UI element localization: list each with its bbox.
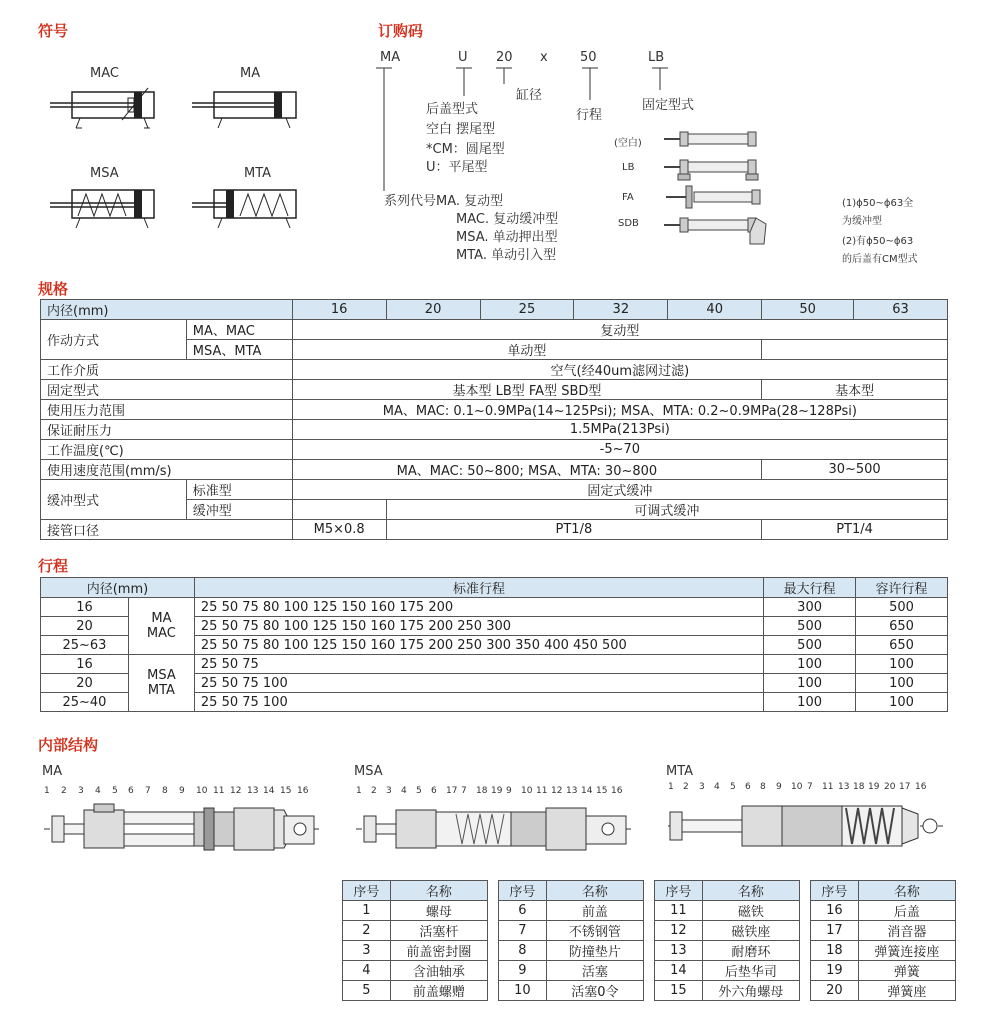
symbols-title: 符号 <box>38 22 69 40</box>
part-no: 11 <box>655 901 703 921</box>
part-callout-number: 10 <box>521 786 533 796</box>
part-callout-number: 3 <box>78 786 84 796</box>
spec-speed-a: MA、MAC: 50~800; MSA、MTA: 30~800 <box>292 460 761 480</box>
part-callout-number: 20 <box>884 782 896 792</box>
part-name: 弹簧 <box>858 961 955 981</box>
mount-label: 固定型式 <box>642 98 695 113</box>
part-callout-number: 7 <box>145 786 151 796</box>
part-callout-number: 11 <box>536 786 548 796</box>
spec-action-msa-extra <box>762 340 948 360</box>
part-callout-number: 1 <box>356 786 362 796</box>
spec-proof-label: 保证耐压力 <box>41 420 293 440</box>
internal-title: 内部结构 <box>38 736 99 754</box>
rear-cover-blank: 空白 摆尾型 <box>426 122 496 137</box>
part-callout-number: 17 <box>899 782 911 792</box>
spec-pressure-value: MA、MAC: 0.1~0.9MPa(14~125Psi); MSA、MTA: 0.2~0.9MPa(28~128Psi) <box>292 400 947 420</box>
part-name: 活塞0令 <box>546 981 643 1001</box>
part-callout-number: 13 <box>566 786 578 796</box>
series-msa: MSA. 单动押出型 <box>456 230 558 245</box>
order-code-stroke: 50 <box>580 50 597 65</box>
stroke-group-msa <box>128 655 194 712</box>
stroke-row-bore: 20 <box>41 674 129 693</box>
stroke-row-bore: 25~63 <box>41 636 129 655</box>
part-no: 6 <box>499 901 547 921</box>
spec-temp-label: 工作温度(℃) <box>41 440 293 460</box>
stroke-row-allow: 650 <box>856 636 948 655</box>
part-callout-number: 17 <box>446 786 458 796</box>
part-name: 消音器 <box>858 921 955 941</box>
note-1b: 为缓冲型 <box>842 216 882 227</box>
part-callout-number: 14 <box>581 786 593 796</box>
msa-part-numbers <box>356 786 636 798</box>
part-callout-number: 3 <box>699 782 705 792</box>
parts-header-name: 名称 <box>390 881 487 901</box>
spec-port-b: PT1/8 <box>386 520 762 540</box>
part-name: 磁铁座 <box>702 921 799 941</box>
stroke-row-allow: 500 <box>856 598 948 617</box>
spec-bore-20: 20 <box>386 300 480 320</box>
internal-caption-mta: MTA <box>666 764 694 779</box>
part-callout-number: 9 <box>776 782 782 792</box>
parts-header-no: 序号 <box>655 881 703 901</box>
spec-port-label: 接管口径 <box>41 520 293 540</box>
part-name: 后盖 <box>858 901 955 921</box>
spec-cushion-std-value: 固定式缓冲 <box>292 480 947 500</box>
part-callout-number: 2 <box>371 786 377 796</box>
part-no: 16 <box>811 901 859 921</box>
part-name: 螺母 <box>390 901 487 921</box>
part-callout-number: 13 <box>838 782 850 792</box>
order-code-rear: U <box>458 50 468 65</box>
series-ma: 系列代号MA. 复动型 <box>384 194 504 209</box>
spec-cushion-adj-blank <box>292 500 386 520</box>
part-callout-number: 4 <box>401 786 407 796</box>
part-callout-number: 1 <box>668 782 674 792</box>
spec-action-msa-value: 单动型 <box>292 340 761 360</box>
stroke-row-bore: 20 <box>41 617 129 636</box>
spec-cushion-label: 缓冲型式 <box>41 480 187 520</box>
spec-bore-25: 25 <box>480 300 574 320</box>
spec-port-c: PT1/4 <box>762 520 948 540</box>
internal-caption-ma: MA <box>42 764 63 779</box>
spec-table <box>40 299 948 540</box>
parts-table-3 <box>654 880 800 1001</box>
stroke-row-std: 25 50 75 <box>194 655 763 674</box>
part-name: 磁铁 <box>702 901 799 921</box>
part-name: 后垫华司 <box>702 961 799 981</box>
group-ma-label: MA <box>151 611 172 626</box>
part-callout-number: 11 <box>213 786 225 796</box>
stroke-header-max: 最大行程 <box>764 578 856 598</box>
stroke-header-allow: 容许行程 <box>856 578 948 598</box>
part-callout-number: 10 <box>196 786 208 796</box>
mta-cross-section-icon <box>668 794 948 860</box>
spec-action-ma-sub: MA、MAC <box>186 320 292 340</box>
stroke-row-std: 25 50 75 80 100 125 150 160 175 200 250 300 <box>194 617 763 636</box>
ma-cross-section-icon <box>44 798 324 860</box>
spec-bore-63: 63 <box>854 300 948 320</box>
mount-type-fa: FA <box>622 192 634 203</box>
part-callout-number: 10 <box>791 782 803 792</box>
order-code-x: x <box>540 50 548 65</box>
part-no: 4 <box>343 961 391 981</box>
part-callout-number: 6 <box>431 786 437 796</box>
spec-bore-50: 50 <box>762 300 854 320</box>
stroke-row-allow: 650 <box>856 617 948 636</box>
part-no: 20 <box>811 981 859 1001</box>
spec-action-ma-value: 复动型 <box>292 320 947 340</box>
stroke-row-bore: 16 <box>41 598 129 617</box>
part-name: 不锈钢管 <box>546 921 643 941</box>
part-name: 含油轴承 <box>390 961 487 981</box>
stroke-row-std: 25 50 75 80 100 125 150 160 175 200 <box>194 598 763 617</box>
part-callout-number: 6 <box>745 782 751 792</box>
spec-proof-value: 1.5MPa(213Psi) <box>292 420 947 440</box>
part-callout-number: 4 <box>714 782 720 792</box>
part-no: 13 <box>655 941 703 961</box>
part-callout-number: 5 <box>416 786 422 796</box>
series-mta: MTA. 单动引入型 <box>456 248 557 263</box>
stroke-row-max: 500 <box>764 636 856 655</box>
order-code-series: MA <box>380 50 401 65</box>
spec-mount-b: 基本型 <box>762 380 948 400</box>
spec-title: 规格 <box>38 280 69 298</box>
stroke-group-ma <box>128 598 194 655</box>
parts-table-2 <box>498 880 644 1001</box>
part-no: 1 <box>343 901 391 921</box>
order-code-bore: 20 <box>496 50 513 65</box>
part-callout-number: 3 <box>386 786 392 796</box>
part-callout-number: 12 <box>230 786 242 796</box>
stroke-label: 行程 <box>576 108 603 123</box>
part-callout-number: 5 <box>730 782 736 792</box>
order-code-title: 订购码 <box>378 22 424 40</box>
symbol-label-ma: MA <box>240 66 261 81</box>
parts-header-name: 名称 <box>546 881 643 901</box>
mount-type-blank: (空白) <box>614 138 642 149</box>
internal-caption-msa: MSA <box>354 764 383 779</box>
note-2b: 的后盖有CM型式 <box>842 254 918 265</box>
mac-symbol-icon <box>48 84 168 130</box>
part-callout-number: 16 <box>915 782 927 792</box>
symbol-label-mac: MAC <box>90 66 119 81</box>
part-no: 18 <box>811 941 859 961</box>
spec-pressure-label: 使用压力范围 <box>41 400 293 420</box>
part-callout-number: 15 <box>280 786 292 796</box>
spec-cushion-std-label: 标准型 <box>186 480 292 500</box>
note-2a: (2)有ϕ50~ϕ63 <box>842 236 914 247</box>
spec-mount-label: 固定型式 <box>41 380 293 400</box>
part-name: 防撞垫片 <box>546 941 643 961</box>
stroke-row-bore: 16 <box>41 655 129 674</box>
ma-part-numbers <box>44 786 324 798</box>
parts-header-name: 名称 <box>858 881 955 901</box>
part-callout-number: 13 <box>247 786 259 796</box>
ma-symbol-icon <box>190 84 310 130</box>
group-msa-label: MSA <box>147 668 176 683</box>
spec-speed-b: 30~500 <box>762 460 948 480</box>
part-callout-number: 7 <box>807 782 813 792</box>
rear-cover-title: 后盖型式 <box>426 102 479 117</box>
msa-cross-section-icon <box>356 798 636 860</box>
stroke-row-max: 100 <box>764 693 856 712</box>
part-no: 15 <box>655 981 703 1001</box>
parts-table-4 <box>810 880 956 1001</box>
part-no: 3 <box>343 941 391 961</box>
symbol-label-msa: MSA <box>90 166 119 181</box>
spec-action-label: 作动方式 <box>41 320 187 360</box>
part-callout-number: 19 <box>868 782 880 792</box>
parts-header-no: 序号 <box>343 881 391 901</box>
part-callout-number: 18 <box>476 786 488 796</box>
part-name: 前盖密封圈 <box>390 941 487 961</box>
part-callout-number: 6 <box>128 786 134 796</box>
spec-port-a: M5×0.8 <box>292 520 386 540</box>
part-no: 5 <box>343 981 391 1001</box>
part-name: 耐磨环 <box>702 941 799 961</box>
part-callout-number: 2 <box>683 782 689 792</box>
part-callout-number: 19 <box>491 786 503 796</box>
part-callout-number: 16 <box>297 786 309 796</box>
part-callout-number: 1 <box>44 786 50 796</box>
group-mac-label: MAC <box>146 626 176 641</box>
stroke-header-std: 标准行程 <box>194 578 763 598</box>
spec-action-msa-sub: MSA、MTA <box>186 340 292 360</box>
stroke-row-allow: 100 <box>856 693 948 712</box>
part-no: 14 <box>655 961 703 981</box>
spec-mount-a: 基本型 LB型 FA型 SBD型 <box>292 380 761 400</box>
mount-type-cylinders-icon <box>660 126 770 250</box>
note-1a: (1)ϕ50~ϕ63全 <box>842 198 914 209</box>
stroke-row-allow: 100 <box>856 674 948 693</box>
stroke-row-std: 25 50 75 80 100 125 150 160 175 200 250 300 350 400 450 500 <box>194 636 763 655</box>
mta-symbol-icon <box>190 184 310 230</box>
part-callout-number: 4 <box>95 786 101 796</box>
stroke-title: 行程 <box>38 557 69 575</box>
parts-header-no: 序号 <box>499 881 547 901</box>
part-no: 8 <box>499 941 547 961</box>
part-callout-number: 8 <box>162 786 168 796</box>
part-callout-number: 8 <box>760 782 766 792</box>
part-name: 活塞 <box>546 961 643 981</box>
stroke-row-max: 100 <box>764 674 856 693</box>
part-callout-number: 5 <box>112 786 118 796</box>
part-no: 17 <box>811 921 859 941</box>
part-no: 9 <box>499 961 547 981</box>
part-no: 19 <box>811 961 859 981</box>
rear-cover-cm: *CM：圆尾型 <box>426 142 505 157</box>
stroke-header-bore: 内径(mm) <box>41 578 195 598</box>
part-callout-number: 15 <box>596 786 608 796</box>
spec-temp-value: -5~70 <box>292 440 947 460</box>
group-mta-label: MTA <box>147 683 175 698</box>
series-mac: MAC. 复动缓冲型 <box>456 212 559 227</box>
part-callout-number: 14 <box>263 786 275 796</box>
parts-table-1 <box>342 880 488 1001</box>
spec-speed-label: 使用速度范围(mm/s) <box>41 460 293 480</box>
part-name: 弹簧连接座 <box>858 941 955 961</box>
stroke-row-std: 25 50 75 100 <box>194 693 763 712</box>
symbol-label-mta: MTA <box>244 166 272 181</box>
spec-medium-value: 空气(经40um滤网过滤) <box>292 360 947 380</box>
spec-bore-40: 40 <box>668 300 762 320</box>
part-no: 10 <box>499 981 547 1001</box>
mount-type-lb: LB <box>622 162 635 173</box>
part-no: 2 <box>343 921 391 941</box>
spec-header-label: 内径(mm) <box>41 300 293 320</box>
part-callout-number: 11 <box>822 782 834 792</box>
part-name: 外六角螺母 <box>702 981 799 1001</box>
spec-cushion-adj-label: 缓冲型 <box>186 500 292 520</box>
part-callout-number: 2 <box>61 786 67 796</box>
rear-cover-u: U：平尾型 <box>426 160 488 175</box>
part-callout-number: 18 <box>853 782 865 792</box>
stroke-row-max: 300 <box>764 598 856 617</box>
stroke-row-max: 100 <box>764 655 856 674</box>
stroke-row-allow: 100 <box>856 655 948 674</box>
spec-cushion-adj-value: 可调式缓冲 <box>386 500 947 520</box>
bore-label: 缸径 <box>516 88 543 103</box>
parts-header-no: 序号 <box>811 881 859 901</box>
part-callout-number: 7 <box>461 786 467 796</box>
part-name: 活塞杆 <box>390 921 487 941</box>
part-callout-number: 16 <box>611 786 623 796</box>
stroke-row-bore: 25~40 <box>41 693 129 712</box>
part-callout-number: 9 <box>179 786 185 796</box>
parts-header-name: 名称 <box>702 881 799 901</box>
mta-part-numbers <box>668 782 938 794</box>
part-name: 前盖螺赠 <box>390 981 487 1001</box>
stroke-row-std: 25 50 75 100 <box>194 674 763 693</box>
spec-bore-32: 32 <box>574 300 668 320</box>
stroke-row-max: 500 <box>764 617 856 636</box>
part-callout-number: 9 <box>506 786 512 796</box>
stroke-table <box>40 577 948 712</box>
part-no: 7 <box>499 921 547 941</box>
part-name: 前盖 <box>546 901 643 921</box>
spec-bore-16: 16 <box>292 300 386 320</box>
part-callout-number: 12 <box>551 786 563 796</box>
part-no: 12 <box>655 921 703 941</box>
spec-medium-label: 工作介质 <box>41 360 293 380</box>
mount-type-sdb: SDB <box>618 218 639 229</box>
msa-symbol-icon <box>48 184 168 230</box>
order-code-mount: LB <box>648 50 665 65</box>
part-name: 弹簧座 <box>858 981 955 1001</box>
